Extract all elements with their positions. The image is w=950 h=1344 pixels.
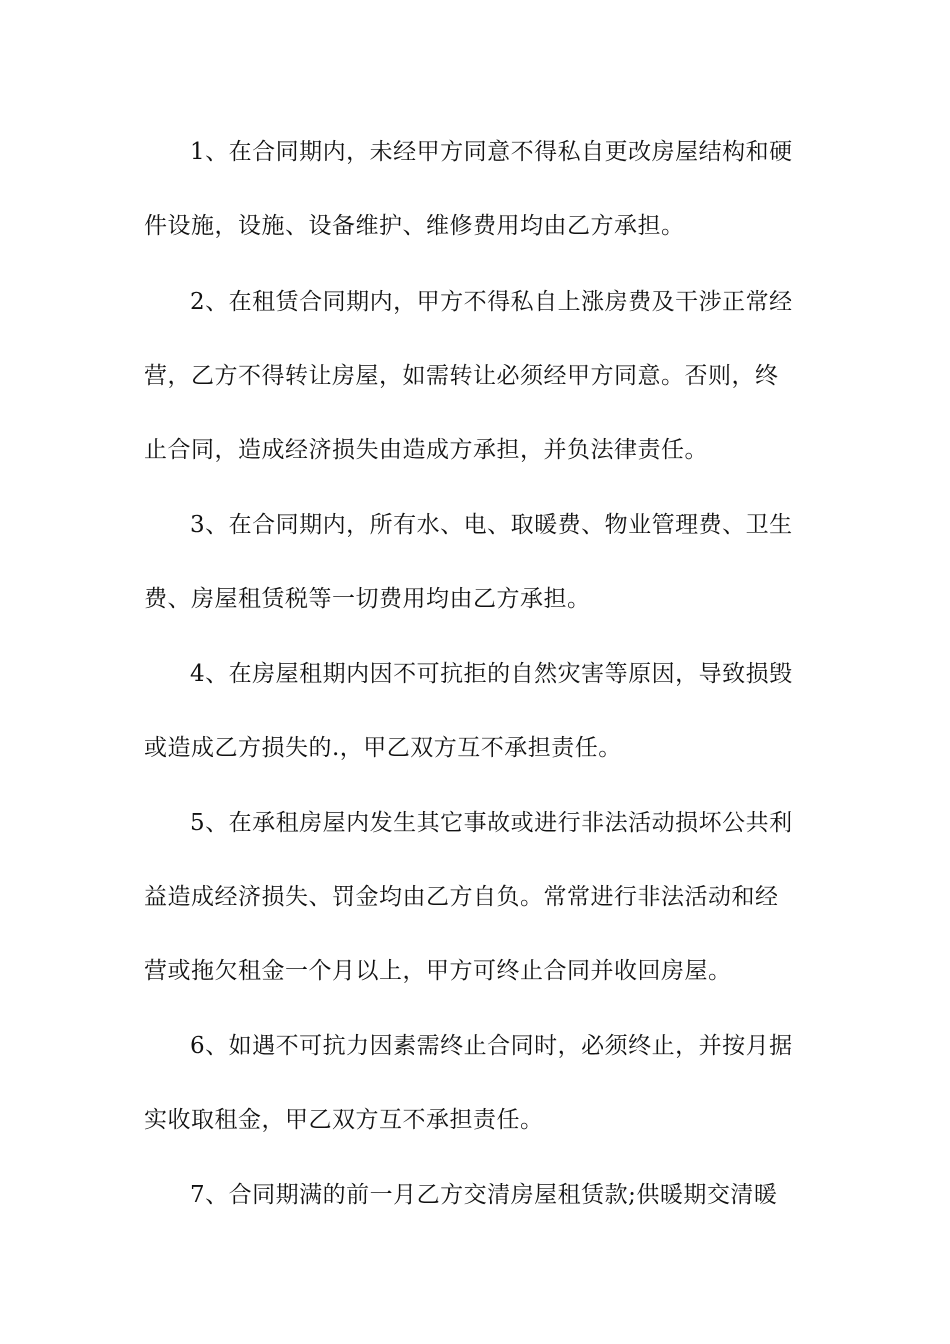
- clause-1-line-1: 1、在合同期内，未经甲方同意不得私自更改房屋结构和硬: [190, 139, 793, 165]
- clause-6-line-1: 6、如遇不可抗力因素需终止合同时，必须终止，并按月据: [190, 1033, 793, 1059]
- clause-2-line-3: 止合同，造成经济损失由造成方承担，并负法律责任。: [144, 437, 708, 463]
- clause-5-line-3: 营或拖欠租金一个月以上，甲方可终止合同并收回房屋。: [144, 958, 732, 984]
- clause-7-line-1: 7、合同期满的前一月乙方交清房屋租赁款;供暖期交清暖: [190, 1182, 778, 1208]
- clause-2-line-2: 营，乙方不得转让房屋，如需转让必须经甲方同意。否则，终: [144, 363, 779, 389]
- clause-2-line-1: 2、在租赁合同期内，甲方不得私自上涨房费及干涉正常经: [190, 289, 793, 315]
- clause-3-line-1: 3、在合同期内，所有水、电、取暖费、物业管理费、卫生: [190, 512, 793, 538]
- clause-6-line-2: 实收取租金，甲乙双方互不承担责任。: [144, 1107, 544, 1133]
- clause-4-line-1: 4、在房屋租期内因不可抗拒的自然灾害等原因，导致损毁: [190, 661, 793, 687]
- clause-5-line-2: 益造成经济损失、罚金均由乙方自负。常常进行非法活动和经: [144, 884, 779, 910]
- clause-1-line-2: 件设施，设施、设备维护、维修费用均由乙方承担。: [144, 213, 685, 239]
- clause-4-line-2: 或造成乙方损失的.，甲乙双方互不承担责任。: [144, 735, 622, 761]
- clause-5-line-1: 5、在承租房屋内发生其它事故或进行非法活动损坏公共利: [190, 810, 793, 836]
- clause-3-line-2: 费、房屋租赁税等一切费用均由乙方承担。: [144, 586, 591, 612]
